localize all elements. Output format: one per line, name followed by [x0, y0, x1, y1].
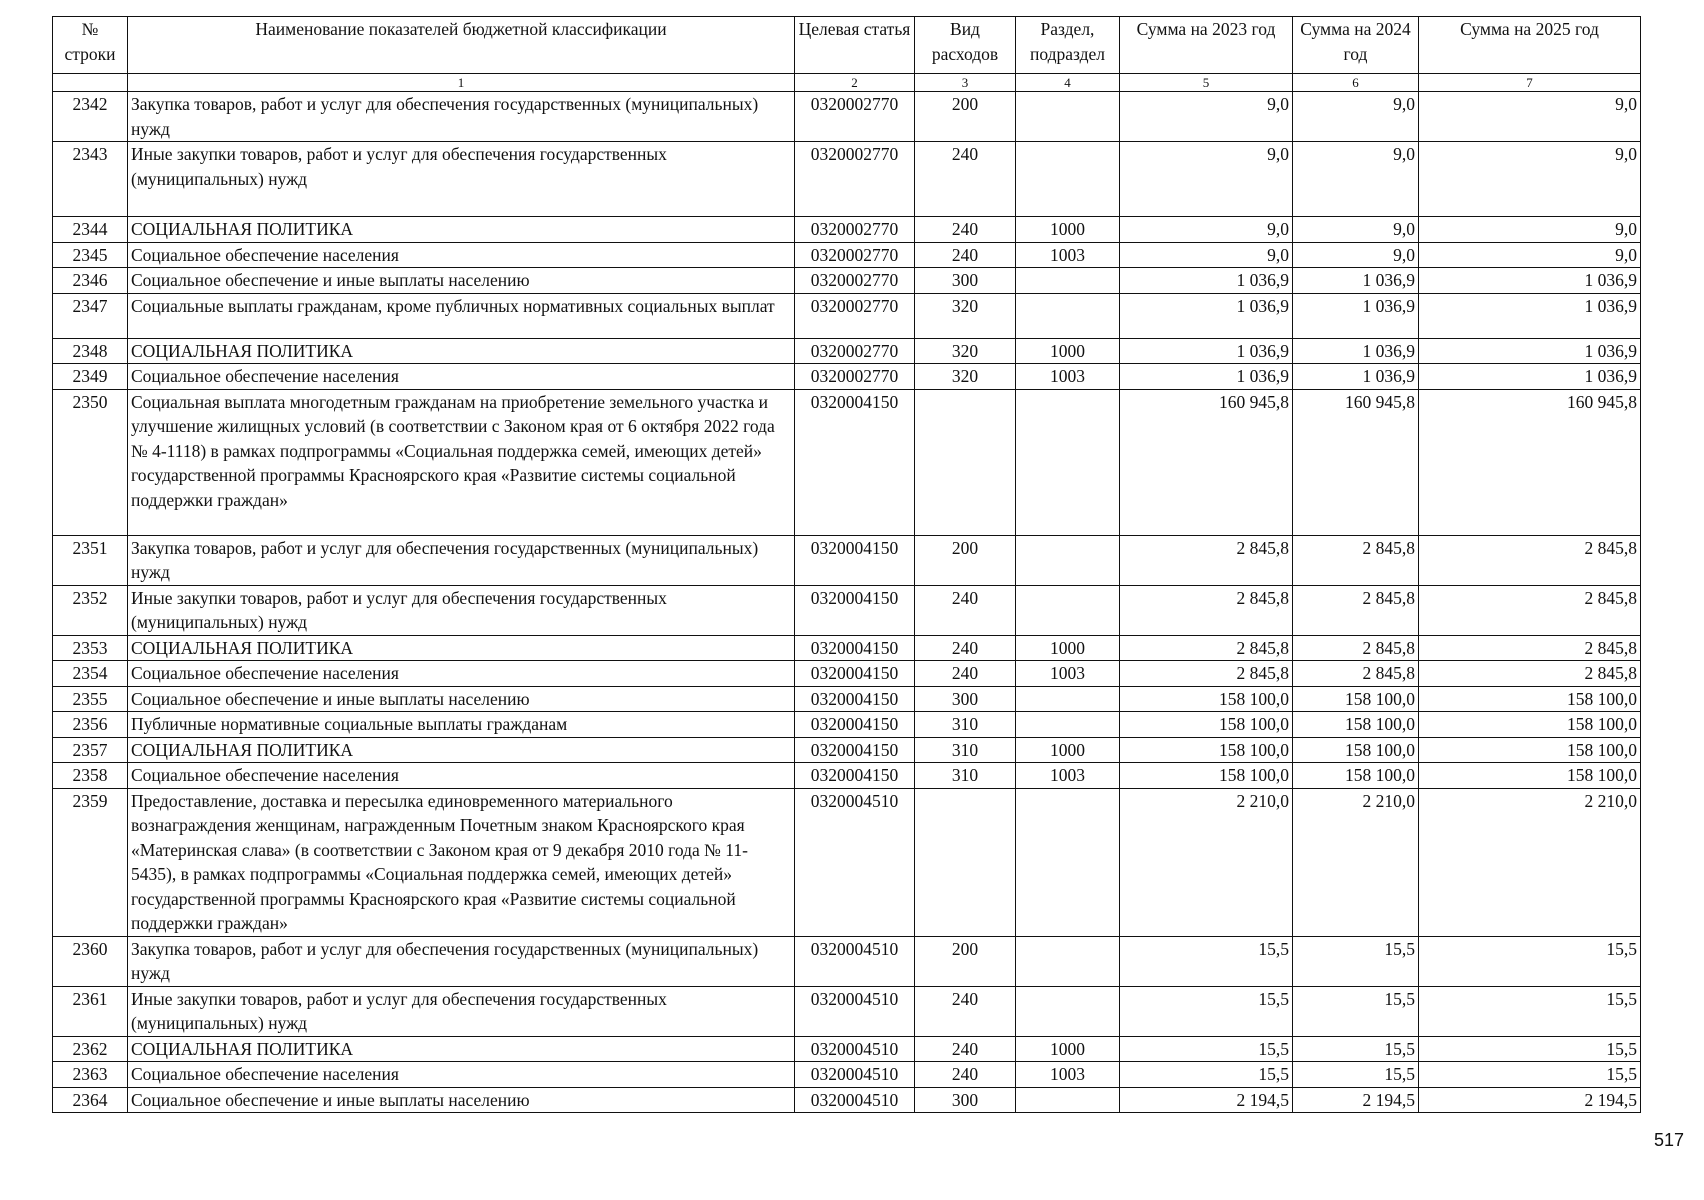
sum-2023: 9,0	[1120, 92, 1293, 142]
section-code	[1016, 92, 1120, 142]
expense-type: 200	[915, 936, 1016, 986]
sum-2024: 2 845,8	[1293, 661, 1419, 687]
indicator-name: Иные закупки товаров, работ и услуг для обеспечения государственных (муниципальных) нужд	[128, 986, 795, 1036]
sum-2024: 1 036,9	[1293, 268, 1419, 294]
sum-2024: 9,0	[1293, 242, 1419, 268]
sum-2024: 2 845,8	[1293, 585, 1419, 635]
sum-2023: 15,5	[1120, 936, 1293, 986]
column-number: 1	[128, 74, 795, 92]
sum-2024: 158 100,0	[1293, 763, 1419, 789]
sum-2025: 158 100,0	[1419, 686, 1641, 712]
expense-type: 240	[915, 635, 1016, 661]
indicator-name: Социальное обеспечение населения	[128, 661, 795, 687]
sum-2024: 2 845,8	[1293, 635, 1419, 661]
sum-2025: 15,5	[1419, 986, 1641, 1036]
target-article: 0320004150	[795, 686, 915, 712]
expense-type: 320	[915, 338, 1016, 364]
column-number: 3	[915, 74, 1016, 92]
sum-2024: 2 845,8	[1293, 535, 1419, 585]
column-number: 2	[795, 74, 915, 92]
section-code: 1003	[1016, 661, 1120, 687]
row-number: 2364	[53, 1087, 128, 1113]
table-row	[53, 293, 1641, 338]
expense-type: 240	[915, 1036, 1016, 1062]
header-sum-2025: Сумма на 2025 год	[1419, 17, 1641, 74]
sum-2023: 2 845,8	[1120, 661, 1293, 687]
target-article: 0320004150	[795, 763, 915, 789]
row-number: 2352	[53, 585, 128, 635]
indicator-name: Социальное обеспечение и иные выплаты населению	[128, 1087, 795, 1113]
sum-2023: 2 194,5	[1120, 1087, 1293, 1113]
sum-2025: 15,5	[1419, 1062, 1641, 1088]
table-row	[53, 763, 1641, 789]
indicator-name: Социальное обеспечение населения	[128, 364, 795, 390]
indicator-name: СОЦИАЛЬНАЯ ПОЛИТИКА	[128, 217, 795, 243]
target-article: 0320002770	[795, 242, 915, 268]
expense-type: 200	[915, 92, 1016, 142]
sum-2025: 9,0	[1419, 142, 1641, 217]
indicator-name: Иные закупки товаров, работ и услуг для обеспечения государственных (муниципальных) нужд	[128, 142, 795, 217]
sum-2025: 1 036,9	[1419, 338, 1641, 364]
row-number: 2357	[53, 737, 128, 763]
sum-2023: 15,5	[1120, 1036, 1293, 1062]
sum-2025: 2 845,8	[1419, 661, 1641, 687]
expense-type	[915, 389, 1016, 535]
sum-2023: 15,5	[1120, 1062, 1293, 1088]
table-row	[53, 686, 1641, 712]
row-number: 2362	[53, 1036, 128, 1062]
sum-2025: 9,0	[1419, 92, 1641, 142]
sum-2024: 15,5	[1293, 1062, 1419, 1088]
table-row	[53, 1036, 1641, 1062]
expense-type: 240	[915, 661, 1016, 687]
row-number: 2347	[53, 293, 128, 338]
sum-2023: 1 036,9	[1120, 364, 1293, 390]
sum-2024: 160 945,8	[1293, 389, 1419, 535]
target-article: 0320002770	[795, 364, 915, 390]
expense-type: 300	[915, 268, 1016, 294]
row-number: 2346	[53, 268, 128, 294]
target-article: 0320002770	[795, 338, 915, 364]
row-number: 2360	[53, 936, 128, 986]
sum-2025: 158 100,0	[1419, 712, 1641, 738]
sum-2024: 9,0	[1293, 217, 1419, 243]
table-row	[53, 712, 1641, 738]
target-article: 0320004150	[795, 635, 915, 661]
row-number: 2353	[53, 635, 128, 661]
indicator-name: Закупка товаров, работ и услуг для обеспечения государственных (муниципальных) нужд	[128, 92, 795, 142]
target-article: 0320004150	[795, 712, 915, 738]
table-row	[53, 535, 1641, 585]
sum-2025: 2 845,8	[1419, 535, 1641, 585]
sum-2024: 158 100,0	[1293, 737, 1419, 763]
budget-document	[52, 16, 1640, 1113]
expense-type: 240	[915, 242, 1016, 268]
sum-2025: 158 100,0	[1419, 737, 1641, 763]
indicator-name: Социальное обеспечение населения	[128, 1062, 795, 1088]
header-expense-type: Вид расходов	[915, 17, 1016, 74]
sum-2023: 9,0	[1120, 242, 1293, 268]
section-code: 1000	[1016, 338, 1120, 364]
sum-2025: 158 100,0	[1419, 763, 1641, 789]
sum-2024: 158 100,0	[1293, 686, 1419, 712]
table-row	[53, 1062, 1641, 1088]
header-sum-2023: Сумма на 2023 год	[1120, 17, 1293, 74]
sum-2023: 160 945,8	[1120, 389, 1293, 535]
row-number: 2355	[53, 686, 128, 712]
table-row	[53, 338, 1641, 364]
table-row	[53, 737, 1641, 763]
table-row	[53, 217, 1641, 243]
section-code	[1016, 535, 1120, 585]
indicator-name: Социальная выплата многодетным гражданам на приобретение земельного участка и улучшение жилищных условий (в соответствии с Законом края от 6 октября 2022 года № 4-1118) в рамках подпрограммы «Социальная поддержка семей, имеющих детей» государственной программы Красноярского края «Развитие системы социальной поддержки граждан»	[128, 389, 795, 535]
column-number: 6	[1293, 74, 1419, 92]
section-code: 1003	[1016, 364, 1120, 390]
sum-2025: 1 036,9	[1419, 293, 1641, 338]
target-article: 0320004510	[795, 788, 915, 936]
sum-2023: 158 100,0	[1120, 712, 1293, 738]
row-number: 2354	[53, 661, 128, 687]
expense-type: 240	[915, 585, 1016, 635]
header-row-number: № строки	[53, 17, 128, 74]
sum-2024: 15,5	[1293, 936, 1419, 986]
expense-type: 310	[915, 712, 1016, 738]
sum-2023: 2 210,0	[1120, 788, 1293, 936]
sum-2025: 9,0	[1419, 217, 1641, 243]
expense-type	[915, 788, 1016, 936]
row-number: 2345	[53, 242, 128, 268]
section-code: 1003	[1016, 1062, 1120, 1088]
sum-2023: 9,0	[1120, 217, 1293, 243]
sum-2025: 2 845,8	[1419, 635, 1641, 661]
row-number: 2350	[53, 389, 128, 535]
section-code	[1016, 986, 1120, 1036]
target-article: 0320004510	[795, 936, 915, 986]
page-number: 517	[1653, 1130, 1684, 1150]
indicator-name: Предоставление, доставка и пересылка единовременного материального вознаграждения женщинам, награжденным Почетным знаком Красноярского края «Материнская слава» (в соответствии с Законом края от 9 декабря 2010 года № 11-5435), в рамках подпрограммы «Социальная поддержка семей, имеющих детей» государственной программы Красноярского края «Развитие системы социальной поддержки граждан»	[128, 788, 795, 936]
expense-type: 240	[915, 1062, 1016, 1088]
section-code	[1016, 712, 1120, 738]
section-code	[1016, 788, 1120, 936]
sum-2024: 9,0	[1293, 142, 1419, 217]
sum-2024: 15,5	[1293, 986, 1419, 1036]
indicator-name: Публичные нормативные социальные выплаты гражданам	[128, 712, 795, 738]
target-article: 0320004510	[795, 1036, 915, 1062]
expense-type: 240	[915, 986, 1016, 1036]
section-code	[1016, 936, 1120, 986]
section-code	[1016, 142, 1120, 217]
expense-type: 320	[915, 293, 1016, 338]
sum-2024: 1 036,9	[1293, 364, 1419, 390]
indicator-name: СОЦИАЛЬНАЯ ПОЛИТИКА	[128, 1036, 795, 1062]
row-number: 2358	[53, 763, 128, 789]
target-article: 0320002770	[795, 142, 915, 217]
section-code: 1000	[1016, 635, 1120, 661]
expense-type: 310	[915, 737, 1016, 763]
indicator-name: СОЦИАЛЬНАЯ ПОЛИТИКА	[128, 737, 795, 763]
row-number: 2359	[53, 788, 128, 936]
indicator-name: СОЦИАЛЬНАЯ ПОЛИТИКА	[128, 635, 795, 661]
sum-2024: 15,5	[1293, 1036, 1419, 1062]
header-sum-2024: Сумма на 2024 год	[1293, 17, 1419, 74]
section-code: 1000	[1016, 217, 1120, 243]
sum-2024: 2 210,0	[1293, 788, 1419, 936]
section-code: 1000	[1016, 1036, 1120, 1062]
row-number: 2361	[53, 986, 128, 1036]
header-indicator-name: Наименование показателей бюджетной классификации	[128, 17, 795, 74]
section-code	[1016, 268, 1120, 294]
target-article: 0320004150	[795, 535, 915, 585]
section-code	[1016, 686, 1120, 712]
sum-2023: 9,0	[1120, 142, 1293, 217]
section-code	[1016, 1087, 1120, 1113]
target-article: 0320004510	[795, 1087, 915, 1113]
sum-2024: 2 194,5	[1293, 1087, 1419, 1113]
expense-type: 200	[915, 535, 1016, 585]
table-row	[53, 936, 1641, 986]
indicator-name: Социальное обеспечение и иные выплаты населению	[128, 268, 795, 294]
header-target-article: Целевая статья	[795, 17, 915, 74]
target-article: 0320002770	[795, 268, 915, 294]
row-number: 2363	[53, 1062, 128, 1088]
sum-2023: 2 845,8	[1120, 535, 1293, 585]
table-row	[53, 92, 1641, 142]
table-row	[53, 242, 1641, 268]
table-row	[53, 268, 1641, 294]
row-number: 2342	[53, 92, 128, 142]
expense-type: 300	[915, 686, 1016, 712]
sum-2025: 9,0	[1419, 242, 1641, 268]
column-number: 4	[1016, 74, 1120, 92]
row-number: 2349	[53, 364, 128, 390]
sum-2023: 1 036,9	[1120, 268, 1293, 294]
target-article: 0320002770	[795, 217, 915, 243]
target-article: 0320004510	[795, 1062, 915, 1088]
sum-2023: 158 100,0	[1120, 737, 1293, 763]
sum-2025: 15,5	[1419, 936, 1641, 986]
column-number-row	[53, 74, 1641, 92]
header-section: Раздел, подраздел	[1016, 17, 1120, 74]
sum-2025: 1 036,9	[1419, 268, 1641, 294]
expense-type: 320	[915, 364, 1016, 390]
table-row	[53, 1087, 1641, 1113]
sum-2023: 2 845,8	[1120, 635, 1293, 661]
table-row	[53, 585, 1641, 635]
target-article: 0320004510	[795, 986, 915, 1036]
indicator-name: Иные закупки товаров, работ и услуг для обеспечения государственных (муниципальных) нужд	[128, 585, 795, 635]
row-number: 2351	[53, 535, 128, 585]
sum-2025: 1 036,9	[1419, 364, 1641, 390]
target-article: 0320004150	[795, 661, 915, 687]
expense-type: 240	[915, 217, 1016, 243]
indicator-name: Закупка товаров, работ и услуг для обеспечения государственных (муниципальных) нужд	[128, 936, 795, 986]
sum-2025: 160 945,8	[1419, 389, 1641, 535]
indicator-name: Социальное обеспечение и иные выплаты населению	[128, 686, 795, 712]
row-number: 2348	[53, 338, 128, 364]
table-row	[53, 986, 1641, 1036]
sum-2024: 158 100,0	[1293, 712, 1419, 738]
section-code: 1003	[1016, 242, 1120, 268]
table-row	[53, 788, 1641, 936]
row-number: 2356	[53, 712, 128, 738]
target-article: 0320002770	[795, 92, 915, 142]
target-article: 0320002770	[795, 293, 915, 338]
column-number: 5	[1120, 74, 1293, 92]
table-body	[53, 92, 1641, 1113]
expense-type: 300	[915, 1087, 1016, 1113]
column-number: 7	[1419, 74, 1641, 92]
sum-2024: 9,0	[1293, 92, 1419, 142]
sum-2025: 2 194,5	[1419, 1087, 1641, 1113]
table-row	[53, 389, 1641, 535]
row-number: 2343	[53, 142, 128, 217]
table-row	[53, 661, 1641, 687]
sum-2025: 2 845,8	[1419, 585, 1641, 635]
sum-2023: 1 036,9	[1120, 338, 1293, 364]
section-code: 1003	[1016, 763, 1120, 789]
sum-2023: 158 100,0	[1120, 686, 1293, 712]
target-article: 0320004150	[795, 389, 915, 535]
sum-2023: 2 845,8	[1120, 585, 1293, 635]
sum-2023: 1 036,9	[1120, 293, 1293, 338]
header-row	[53, 17, 1641, 74]
section-code: 1000	[1016, 737, 1120, 763]
indicator-name: Закупка товаров, работ и услуг для обеспечения государственных (муниципальных) нужд	[128, 535, 795, 585]
table-row	[53, 364, 1641, 390]
sum-2024: 1 036,9	[1293, 338, 1419, 364]
column-number	[53, 74, 128, 92]
section-code	[1016, 293, 1120, 338]
budget-table	[52, 16, 1641, 1113]
indicator-name: Социальные выплаты гражданам, кроме публичных нормативных социальных выплат	[128, 293, 795, 338]
indicator-name: Социальное обеспечение населения	[128, 763, 795, 789]
sum-2025: 15,5	[1419, 1036, 1641, 1062]
sum-2025: 2 210,0	[1419, 788, 1641, 936]
section-code	[1016, 389, 1120, 535]
expense-type: 240	[915, 142, 1016, 217]
table-row	[53, 635, 1641, 661]
indicator-name: Социальное обеспечение населения	[128, 242, 795, 268]
sum-2023: 15,5	[1120, 986, 1293, 1036]
target-article: 0320004150	[795, 737, 915, 763]
row-number: 2344	[53, 217, 128, 243]
sum-2024: 1 036,9	[1293, 293, 1419, 338]
table-row	[53, 142, 1641, 217]
target-article: 0320004150	[795, 585, 915, 635]
expense-type: 310	[915, 763, 1016, 789]
section-code	[1016, 585, 1120, 635]
indicator-name: СОЦИАЛЬНАЯ ПОЛИТИКА	[128, 338, 795, 364]
sum-2023: 158 100,0	[1120, 763, 1293, 789]
